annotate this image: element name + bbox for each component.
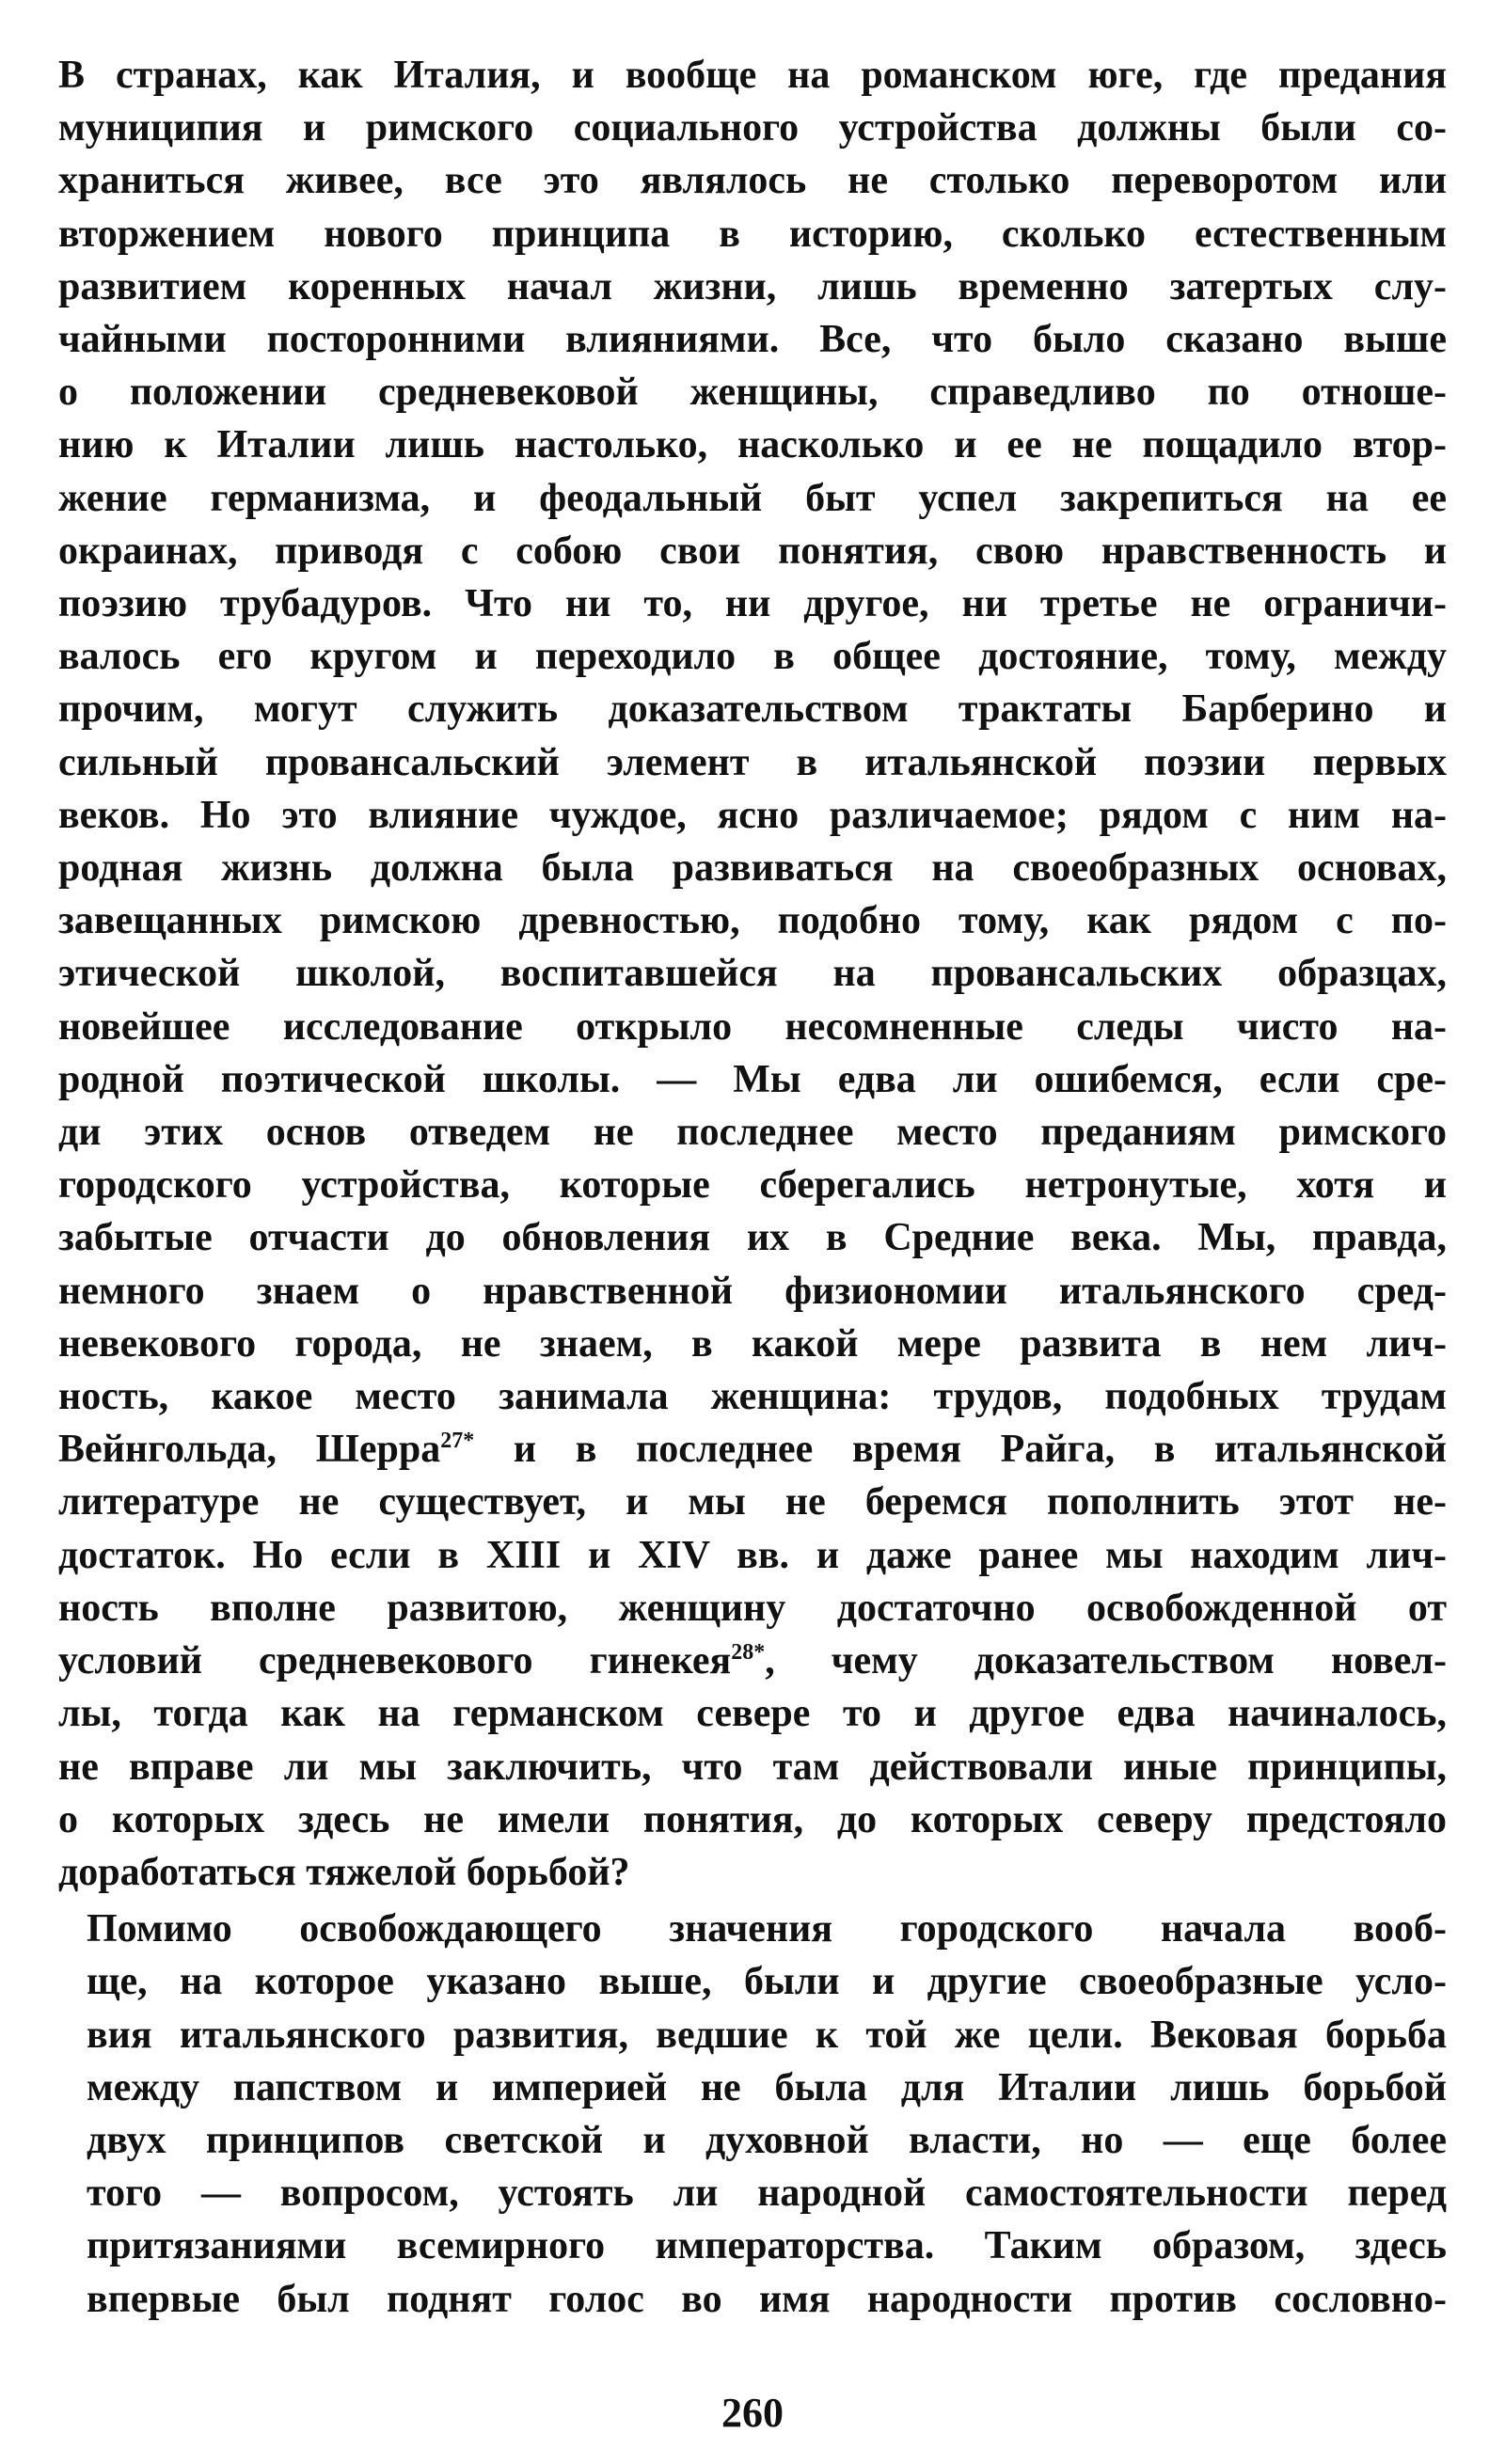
text-segment: условий средневекового гинекея — [58, 1639, 732, 1683]
text-line: того — вопросом, устоять ли народной самостоятельности перед — [87, 2172, 1447, 2216]
text-line: о которых здесь не имели понятия, до которых северу предстояло — [58, 1797, 1447, 1841]
text-line: впервые был поднят голос во имя народности против сословно- — [87, 2277, 1447, 2321]
footnote-ref-28: 28* — [731, 1640, 766, 1666]
paragraph-2 — [58, 1903, 1447, 2326]
text-line: прочим, могут служить доказательством трактаты Барберино и — [58, 687, 1447, 732]
paragraph-1 — [58, 49, 1447, 1899]
text-line: ще, на которое указано выше, были и другие своеобразные усло- — [87, 1960, 1447, 2004]
text-line: храниться живее, все это являлось не столько переворотом или — [58, 159, 1447, 203]
text-line: городского устройства, которые сберегались нетронутые, хотя и — [58, 1163, 1447, 1208]
text-line: вторжением нового принципа в историю, сколько естественным — [58, 212, 1447, 256]
text-line: немного знаем о нравственной физиономии итальянского сред- — [58, 1269, 1447, 1313]
text-line: ность вполне развитою, женщину достаточно освобожденной от — [58, 1586, 1447, 1630]
text-line: притязаниями всемирного императорства. Таким образом, здесь — [87, 2224, 1447, 2268]
text-line: забытые отчасти до обновления их в Средние века. Мы, правда, — [58, 1216, 1447, 1260]
text-line: жение германизма, и феодальный быт успел закрепиться на ее — [58, 476, 1447, 520]
text-line: невекового города, не знаем, в какой мере развита в нем лич- — [58, 1321, 1447, 1366]
text-line: вия итальянского развития, ведшие к той же цели. Вековая борьба — [87, 2013, 1447, 2057]
text-line: литературе не существует, и мы не беремся пополнить этот не- — [58, 1480, 1447, 1524]
text-line: о положении средневековой женщины, справедливо по отноше- — [58, 371, 1447, 415]
text-line: лы, тогда как на германском севере то и другое едва начиналось, — [58, 1692, 1447, 1736]
text-line — [58, 1635, 1447, 1687]
text-line: ди этих основ отведем не последнее место преданиям римского — [58, 1111, 1447, 1155]
text-line: муниципия и римского социального устройства должны были со- — [58, 106, 1447, 150]
text-segment: Вейнгольда, Шерра — [58, 1428, 441, 1472]
text-line: родной поэтической школы. — Мы едва ли ошибемся, если сре- — [58, 1057, 1447, 1101]
text-line: этической школой, воспитавшейся на провансальских образцах, — [58, 952, 1447, 996]
text-line: нию к Италии лишь настолько, насколько и ее не пощадило втор- — [58, 423, 1447, 467]
text-line: развитием коренных начал жизни, лишь временно затертых слу- — [58, 264, 1447, 308]
text-line: ность, какое место занимала женщина: трудов, подобных трудам — [58, 1375, 1447, 1419]
text-line: родная жизнь должна была развиваться на своеобразных основах, — [58, 846, 1447, 891]
text-segment: и в последнее время Райга, в итальянской — [474, 1428, 1447, 1472]
text-line: валось его кругом и переходило в общее достояние, тому, между — [58, 635, 1447, 679]
page-text — [58, 49, 1447, 2419]
text-segment: , чему доказательством новел- — [765, 1639, 1447, 1683]
text-line: новейшее исследование открыло несомненные следы чисто на- — [58, 1004, 1447, 1049]
text-line: достаток. Но если в XIII и XIV вв. и даже ранее мы находим лич- — [58, 1533, 1447, 1577]
text-line: чайными посторонними влияниями. Все, что было сказано выше — [58, 318, 1447, 362]
text-line: поэзию трубадуров. Что ни то, ни другое, ни третье не ограничи- — [58, 582, 1447, 626]
text-line: не вправе ли мы заключить, что там действовали иные принципы, — [58, 1745, 1447, 1789]
footnote-ref-27: 27* — [440, 1429, 475, 1454]
text-line: окраинах, приводя с собою свои понятия, свою нравственность и — [58, 529, 1447, 573]
text-line — [58, 1423, 1447, 1476]
text-line: Помимо освобождающего значения городского начала вооб- — [87, 1907, 1447, 1951]
text-line: завещанных римскою древностью, подобно тому, как рядом с по- — [58, 899, 1447, 943]
text-line: двух принципов светской и духовной власти, но — еще более — [87, 2118, 1447, 2162]
text-line: В странах, как Италия, и вообще на романском юге, где предания — [58, 54, 1447, 97]
text-line: веков. Но это влияние чуждое, ясно различаемое; рядом с ним на- — [58, 793, 1447, 837]
page-number: 260 — [721, 2390, 784, 2436]
text-line: сильный провансальский элемент в итальянской поэзии первых — [58, 740, 1447, 784]
text-line: между папством и империей не была для Италии лишь борьбой — [87, 2065, 1447, 2109]
text-line: доработаться тяжелой борьбой? — [58, 1850, 630, 1894]
